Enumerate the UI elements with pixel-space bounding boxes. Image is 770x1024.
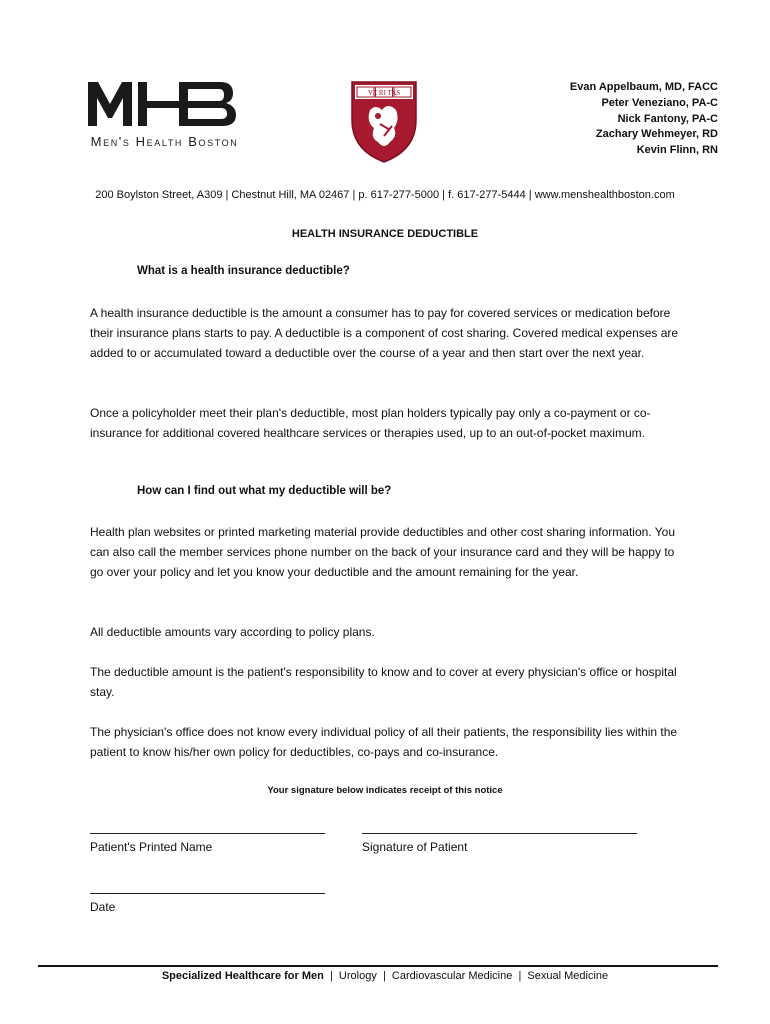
paragraph: Once a policyholder meet their plan's deductible, most plan holders typically pay only a co-payment or co-insurance for additional covered healthcare services or therapies used, up to an out-of-pocket maximum. [90, 406, 651, 440]
footer-divider [38, 965, 718, 967]
staff-member: Evan Appelbaum, MD, FACC [569, 81, 718, 93]
footer-tagline: Specialized Healthcare for Men [161, 970, 324, 982]
logo-name: Men's Health Boston [90, 134, 239, 149]
paragraph: All deductible amounts vary according to policy plans. [90, 625, 375, 639]
date-label: Date [90, 900, 116, 914]
paragraph: The deductible amount is the patient's responsibility to know and to cover at every physician's office or hospital stay. [90, 665, 677, 699]
footer-specialties: | Urology | Cardiovascular Medicine | Sexual Medicine [323, 970, 609, 982]
mhb-logo [52, 82, 277, 154]
staff-member: Zachary Wehmeyer, RD [595, 128, 718, 141]
question-heading: How can I find out what my deductible will be? [137, 485, 392, 497]
document-title: HEALTH INSURANCE DEDUCTIBLE [291, 228, 479, 240]
printed-name-field[interactable] [90, 833, 325, 834]
paragraph: Health plan websites or printed marketing material provide deductibles and other cost sharing information. You can also call the member services phone number on the back of your insurance card and they will be happy to go over your policy and let you know your deductible and the amount remaining for the year. [90, 525, 675, 579]
mhb-logo-mark [88, 82, 238, 126]
harvard-shield-icon [350, 80, 418, 164]
paragraph: A health insurance deductible is the amount a consumer has to pay for covered services or medication before their insurance plans starts to pay. A deductible is a component of cost sharing. Covered medical expenses are added to or accumulated toward a deductible over the course of a year and then start over the next year. [90, 306, 679, 360]
signature-notice: Your signature below indicates receipt of this notice [267, 785, 503, 796]
staff-list [570, 80, 718, 159]
staff-member: Nick Fantony, PA-C [617, 112, 718, 125]
question-heading: What is a health insurance deductible? [137, 265, 350, 277]
staff-member: Peter Veneziano, PA-C [601, 96, 718, 109]
staff-member: Kevin Flinn, RN [636, 144, 718, 157]
signature-label: Signature of Patient [362, 840, 468, 854]
shield-motto: VE RI TAS [367, 89, 401, 97]
footer [0, 970, 770, 982]
paragraph: The physician's office does not know every individual policy of all their patients, the responsibility lies within the patient to know his/her own policy for deductibles, co-pays and co-insurance. [90, 725, 678, 759]
signature-field[interactable] [362, 833, 637, 834]
clinic-address: 200 Boylston Street, A309 | Chestnut Hill, MA 02467 | p. 617-277-5000 | f. 617-277-5444 | www.menshealthboston.com [95, 189, 675, 201]
date-field[interactable] [90, 893, 325, 894]
printed-name-label: Patient's Printed Name [90, 840, 213, 854]
